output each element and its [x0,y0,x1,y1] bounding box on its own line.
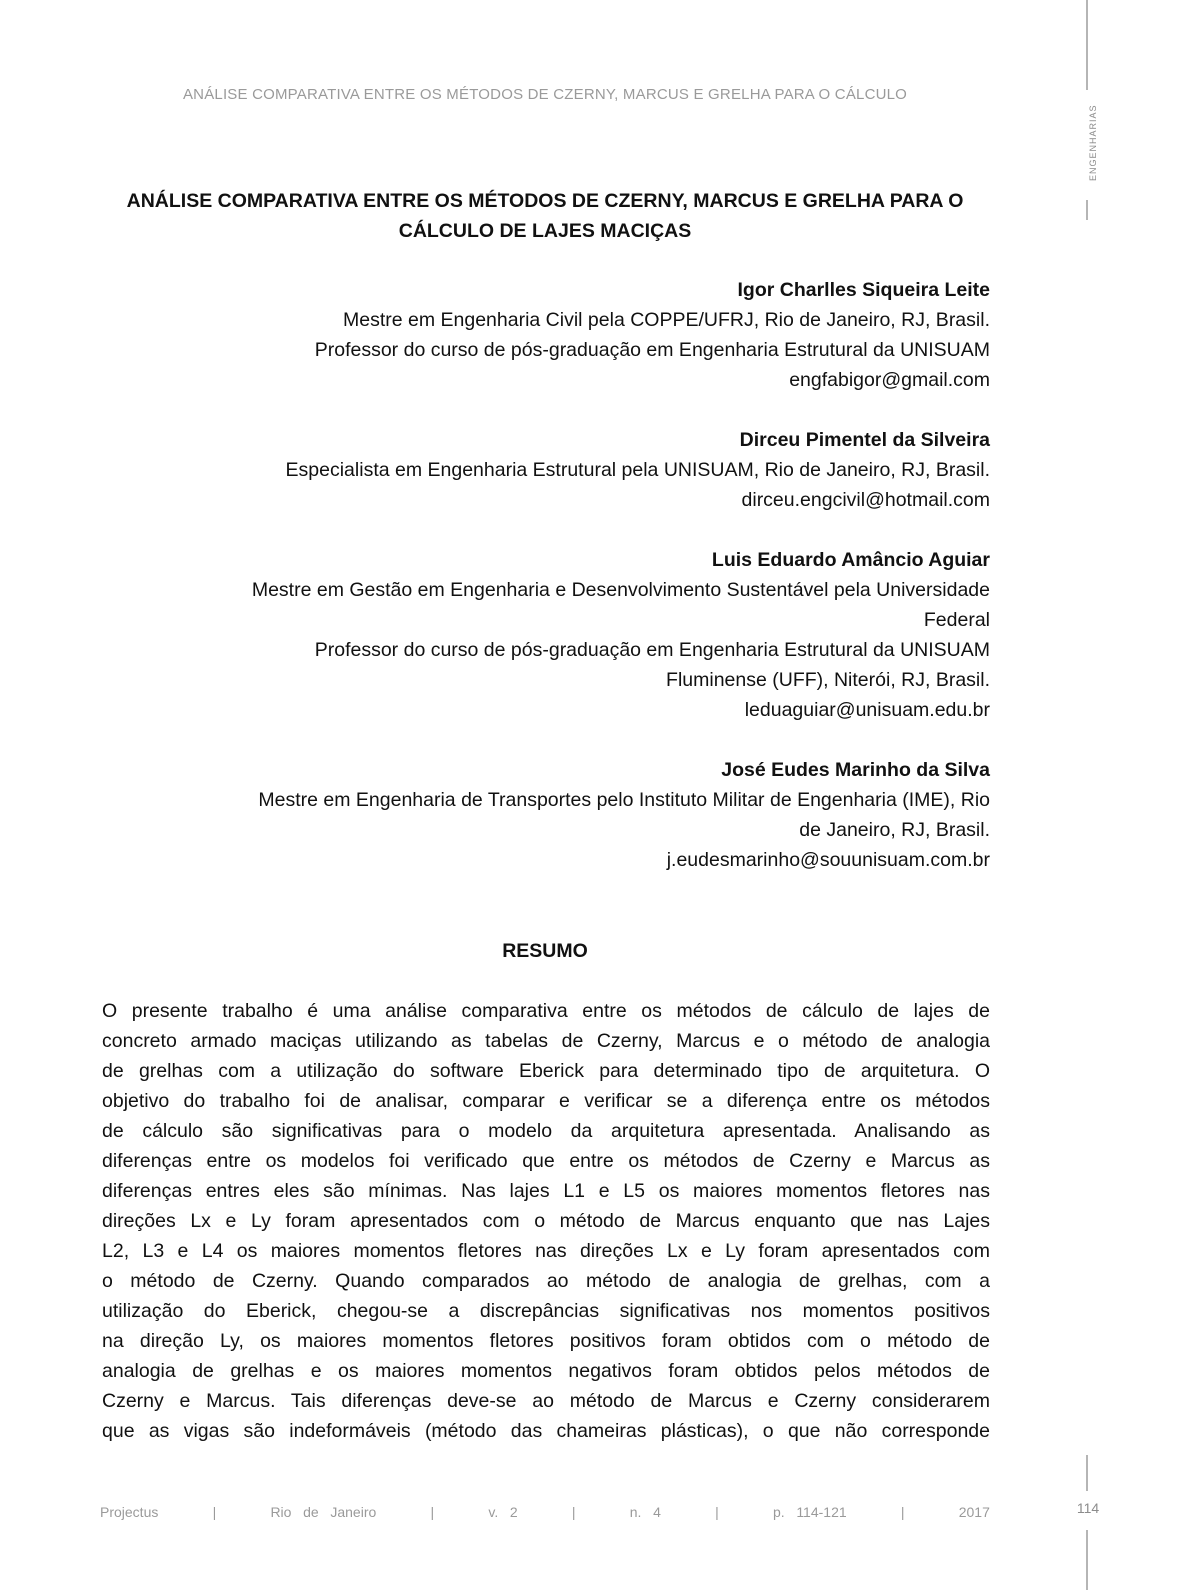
footer-pages: p. 114-121 [772,1504,847,1520]
abstract-line: utilização do Eberick, chegou-se a discrepâncias significativas nos momentos positivos [102,1300,990,1322]
abstract-line: L2, L3 e L4 os maiores momentos fletores nas direções Lx e Ly foram apresentados com [102,1240,990,1262]
author-name: Igor Charlles Siqueira Leite [737,279,990,301]
side-rule-small [1086,200,1088,220]
author-name: Luis Eduardo Amâncio Aguiar [711,549,990,571]
footer-separator: | [212,1504,217,1520]
author-affiliation: Mestre em Engenharia de Transportes pelo Instituto Militar de Engenharia (IME), Rio [258,789,990,811]
author-block [100,275,990,395]
article-title-line-2: CÁLCULO DE LAJES MACIÇAS [398,220,692,242]
footer-year: 2017 [958,1504,990,1520]
author-affiliation: Mestre em Engenharia Civil pela COPPE/UFRJ, Rio de Janeiro, RJ, Brasil. [343,309,990,331]
author-email: engfabigor@gmail.com [789,369,990,391]
footer-number: n. 4 [629,1504,661,1520]
author-block [100,425,990,515]
author-email: leduaguiar@unisuam.edu.br [744,699,990,721]
author-email: dirceu.engcivil@hotmail.com [741,489,990,511]
author-list [100,275,990,905]
author-affiliation: Professor do curso de pós-graduação em Engenharia Estrutural da UNISUAM [314,639,990,661]
abstract-line: direções Lx e Ly foram apresentados com o método de Marcus enquanto que nas Lajes [102,1210,990,1232]
page-number: 114 [1076,1500,1100,1516]
author-name: José Eudes Marinho da Silva [721,759,990,781]
author-affiliation: Especialista em Engenharia Estrutural pela UNISUAM, Rio de Janeiro, RJ, Brasil. [285,459,990,481]
side-rule-bottom-upper [1086,1455,1088,1491]
abstract-line: na direção Ly, os maiores momentos fletores positivos foram obtidos com o método de [102,1330,990,1352]
section-side-label: ENGENHARIAS [1088,104,1098,181]
author-affiliation: Mestre em Gestão em Engenharia e Desenvolvimento Sustentável pela Universidade [251,579,990,601]
author-affiliation: de Janeiro, RJ, Brasil. [799,819,990,841]
footer-separator: | [715,1504,719,1520]
side-rule-bottom-lower [1086,1530,1088,1590]
author-affiliation: Professor do curso de pós-graduação em Engenharia Estrutural da UNISUAM [314,339,990,361]
abstract-line: de grelhas com a utilização do software Eberick para determinado tipo de arquitetura. O [102,1060,990,1082]
abstract-heading: RESUMO [502,940,588,962]
author-name: Dirceu Pimentel da Silveira [739,429,990,451]
abstract-line: objetivo do trabalho foi de analisar, comparar e verificar se a diferença entre os métodos [102,1090,990,1112]
article-title-line-1: ANÁLISE COMPARATIVA ENTRE OS MÉTODOS DE CZERNY, MARCUS E GRELHA PARA O [126,190,964,212]
article-title [100,186,990,246]
author-email: j.eudesmarinho@souunisuam.com.br [666,849,990,871]
author-affiliation: Fluminense (UFF), Niterói, RJ, Brasil. [666,669,990,691]
side-rule-top [1086,0,1088,90]
abstract-line: o método de Czerny. Quando comparados ao método de analogia de grelhas, com a [102,1270,990,1292]
footer-separator: | [900,1504,905,1520]
footer-journal: Projectus [100,1504,159,1520]
footer-volume: v. 2 [488,1504,518,1520]
author-block [100,545,990,725]
abstract-line: concreto armado maciças utilizando as tabelas de Czerny, Marcus e o método de analogia [102,1030,990,1052]
footer-separator: | [430,1504,435,1520]
abstract-line: diferenças entres eles são mínimas. Nas lajes L1 e L5 os maiores momentos fletores nas [102,1180,990,1202]
abstract-body [102,996,990,1446]
running-header: ANÁLISE COMPARATIVA ENTRE OS MÉTODOS DE CZERNY, MARCUS E GRELHA PARA O CÁLCULO [182,86,908,103]
abstract-line: que as vigas são indeformáveis (método das chameiras plásticas), o que não corresponde [102,1420,990,1442]
abstract-line: diferenças entre os modelos foi verificado que entre os métodos de Czerny e Marcus as [102,1150,990,1172]
abstract-line: de cálculo são significativas para o modelo da arquitetura apresentada. Analisando as [102,1120,990,1142]
abstract-line: Czerny e Marcus. Tais diferenças deve-se ao método de Marcus e Czerny considerarem [102,1390,990,1412]
abstract-line: O presente trabalho é uma análise comparativa entre os métodos de cálculo de lajes de [102,1000,990,1022]
footer-city: Rio de Janeiro [270,1504,377,1520]
author-affiliation: Federal [923,609,990,631]
abstract-line: analogia de grelhas e os maiores momentos negativos foram obtidos pelos métodos de [102,1360,990,1382]
author-block [100,755,990,875]
footer-separator: | [571,1504,576,1520]
footer-citation [100,1500,990,1524]
